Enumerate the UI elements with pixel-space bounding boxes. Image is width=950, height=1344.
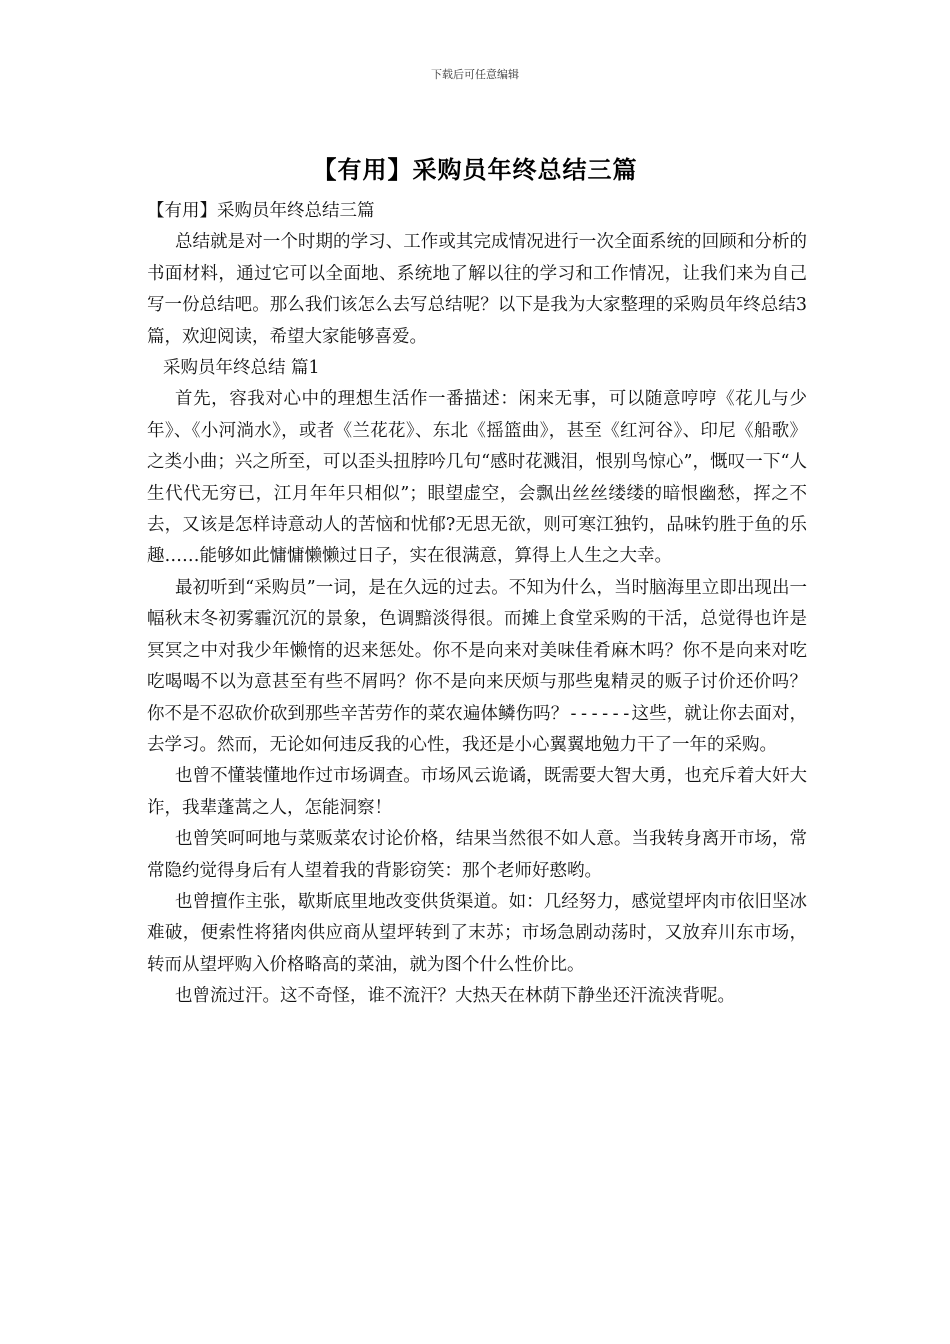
section-heading: 采购员年终总结 篇1 [163, 358, 320, 379]
paragraph-price-negotiation: 也曾笑呵呵地与菜贩菜农讨论价格，结果当然很不如人意。当我转身离开市场，常常隐约觉得身后有人望着我的背影窃笑：那个老师好憨哟。 [147, 829, 807, 881]
paragraph-procurement-part2: 这些，就让你去面对，去学习。然而，无论如何违反我的心性，我还是小心翼翼地勉力干了一年的采购。 [147, 703, 808, 755]
paragraph-procurement-part1: 最初听到“采购员”一词，是在久远的过去。不知为什么，当时脑海里立即出现出一幅秋末冬初雾霾沉沉的景象，色调黯淡得很。而摊上食堂采购的干活，总觉得也许是冥冥之中对我少年懒惰的迟来惩处。你不是向来对美味佳肴麻木吗？你不是向来对吃吃喝喝不以为意甚至有些不屑吗？你不是向来厌烦与那些鬼精灵的贩子讨价还价吗？你不是不忍砍价砍到那些辛苦劳作的菜农遍体鳞伤吗？ [147, 577, 807, 724]
paragraph-ideal-life: 首先，容我对心中的理想生活作一番描述：闲来无事，可以随意哼哼《花儿与少年》、《小河淌水》，或者《兰花花》、东北《摇篮曲》，甚至《红河谷》、印尼《船歌》之类小曲；兴之所至，可以歪头扭脖吟几句“感时花溅泪，恨别鸟惊心”，慨叹一下“人生代代无穷已，江月年年只相似”；眼望虚空，会飘出丝丝缕缕的暗恨幽愁，挥之不去，又该是怎样诗意动人的苦恼和忧郁?无思无欲，则可寒江独钓，品味钓胜于鱼的乐趣……能够如此慵慵懒懒过日子，实在很满意，算得上人生之大幸。 [147, 389, 807, 567]
intro-paragraph: 总结就是对一个时期的学习、工作或其完成情况进行一次全面系统的回顾和分析的书面材料，通过它可以全面地、系统地了解以往的学习和工作情况，让我们来为自己写一份总结吧。那么我们该怎么去写总结呢？以下是我为大家整理的采购员年终总结3篇，欢迎阅读，希望大家能够喜爱。 [147, 232, 807, 347]
document-body [147, 196, 807, 1013]
paragraph-supply-channel: 也曾擅作主张，歇斯底里地改变供货渠道。如：几经努力，感觉望坪肉市依旧坚冰难破，便索性将猪肉供应商从望坪转到了末苏；市场急剧动荡时，又放弃川东市场，转而从望坪购入价格略高的菜油，就为图个什么性价比。 [147, 891, 807, 975]
document-title: 【有用】采购员年终总结三篇 [312, 156, 638, 184]
paragraph-procurement-origin [147, 573, 807, 761]
paragraph-market-survey: 也曾不懂装懂地作过市场调查。市场风云诡谲，既需要大智大勇，也充斥着大奸大诈，我辈蓬蒿之人，怎能洞察！ [147, 766, 807, 818]
paragraph-sweat: 也曾流过汗。这不奇怪，谁不流汗？大热天在林荫下静坐还汗流浃背呢。 [175, 986, 735, 1007]
document-subtitle: 【有用】采购员年终总结三篇 [147, 201, 375, 221]
header-note: 下载后可任意编辑 [431, 68, 519, 81]
dash-separator: ------ [568, 703, 632, 724]
